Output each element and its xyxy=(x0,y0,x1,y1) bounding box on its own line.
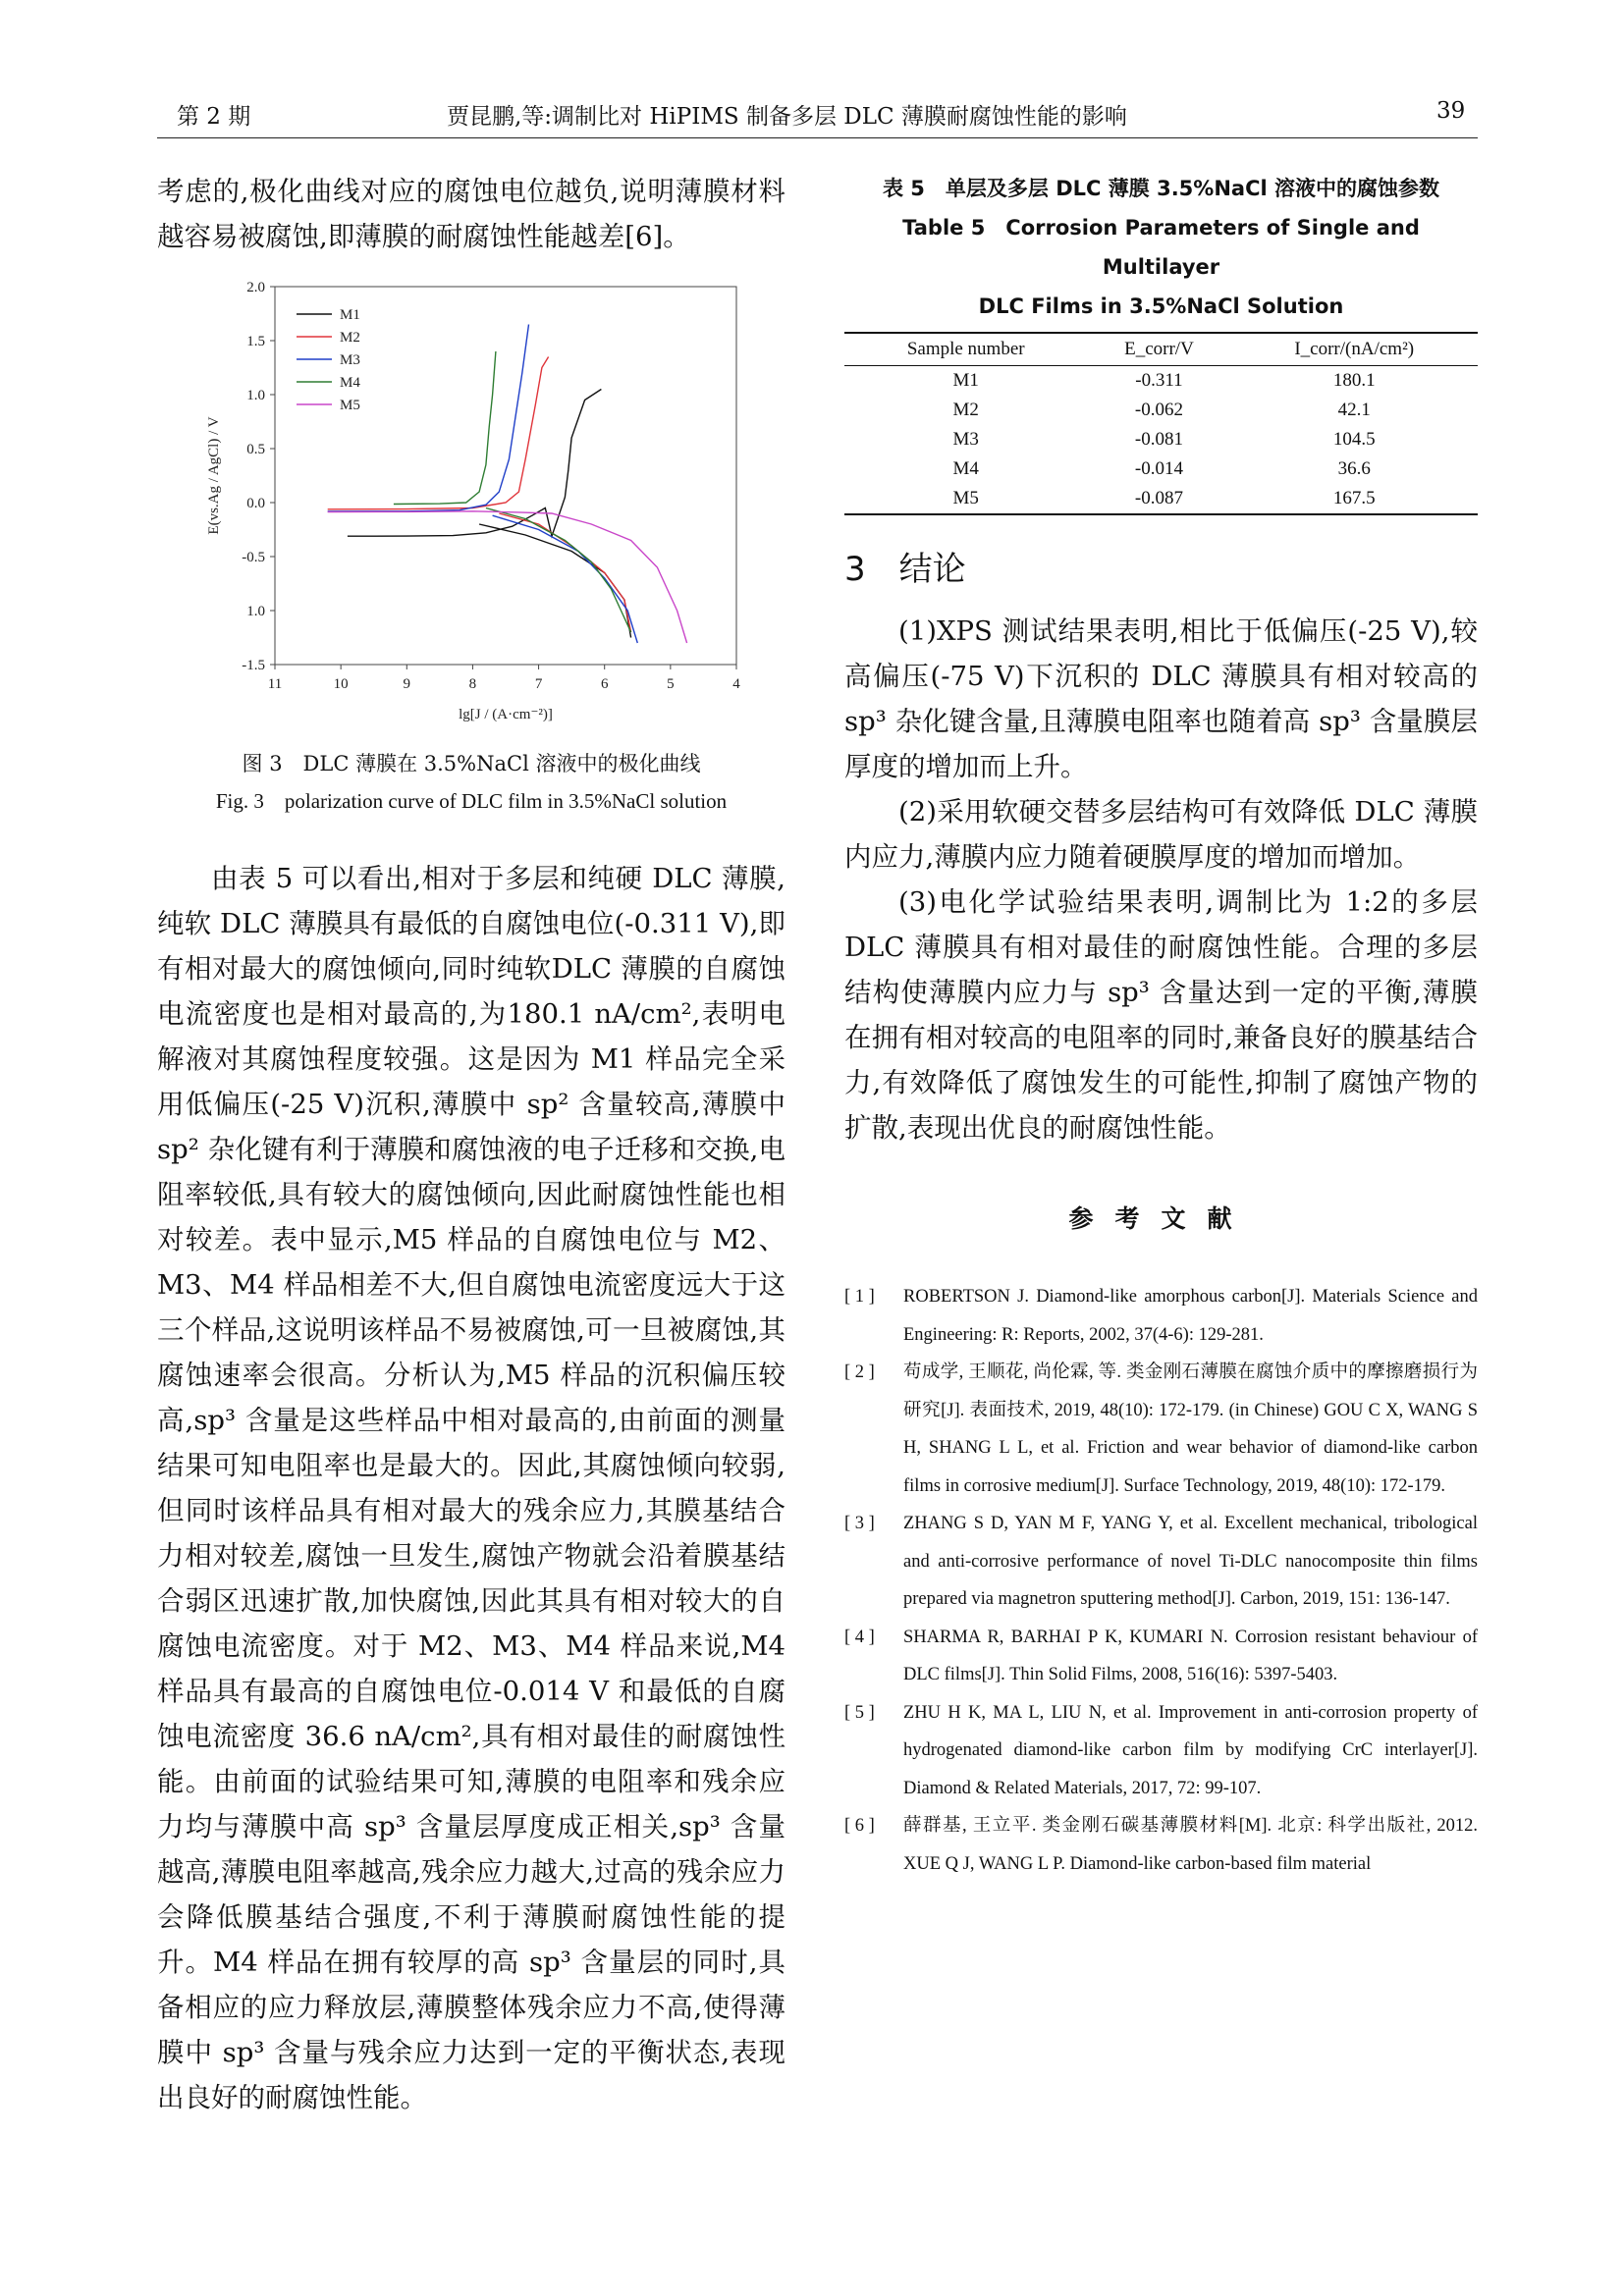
reference-number: [ 3 ] xyxy=(844,1514,875,1533)
table-row xyxy=(844,454,1478,484)
series-cathodic-m2 xyxy=(499,513,630,632)
table-cell: 104.5 xyxy=(1332,429,1376,450)
corrosion-table xyxy=(844,332,1478,515)
table-title-en-1: Table 5 Corrosion Parameters of Single and Multilayer xyxy=(902,216,1420,279)
reference-number: [ 4 ] xyxy=(844,1627,875,1647)
y-tick-label: 2.0 xyxy=(246,280,265,295)
reference-text: 苟成学, 王顺花, 尚伦霖, 等. 类金刚石薄膜在腐蚀介质中的摩擦磨损行为研究[J]. 表面技术, 2019, 48(10): 172-179. (in Chinese) GOU C X, WANG S H, SHANG L L, et al. Friction and wear behavior of diamond-like carbon films in corrosive medium[J]. Surface Technology, 2019, 48(10): 172-179. xyxy=(903,1362,1478,1496)
series-line-m4 xyxy=(394,351,496,505)
table-title-cn: 表 5 单层及多层 DLC 薄膜 3.5%NaCl 溶液中的腐蚀参数 xyxy=(883,177,1439,200)
x-tick-label: 9 xyxy=(403,676,411,692)
reference-item xyxy=(844,1694,1478,1808)
reference-item xyxy=(844,1619,1478,1694)
y-tick-label: 1.0 xyxy=(246,388,265,403)
table-row xyxy=(844,484,1478,514)
table-cell: 167.5 xyxy=(1230,484,1478,514)
figure-caption-en: Fig. 3 polarization curve of DLC film in 3.5%NaCl solution xyxy=(215,789,728,813)
y-tick-label: -0.5 xyxy=(242,550,265,565)
x-tick-label: 5 xyxy=(667,676,675,692)
reference-text: ZHANG S D, YAN M F, YANG Y, et al. Excellent mechanical, tribological and anti-corrosive performance of novel Ti-DLC nanocomposite thin films prepared via magnetron sputtering method[J]. Carbon, 2019, 151: 136-147. xyxy=(903,1514,1478,1609)
table-cell: M4 xyxy=(952,458,979,479)
header-rule xyxy=(157,137,1478,138)
reference-number: [ 6 ] xyxy=(844,1816,875,1836)
reference-text: ROBERTSON J. Diamond-like amorphous carbon[J]. Materials Science and Engineering: R: Reports, 2002, 37(4-6): 129-281. xyxy=(903,1287,1478,1345)
reference-number: [ 1 ] xyxy=(844,1287,875,1307)
series-cathodic-m1 xyxy=(479,524,630,638)
table-header: Sample number xyxy=(844,333,1087,366)
conclusion-point-3: (3)电化学试验结果表明,调制比为 1:2的多层DLC 薄膜具有相对最佳的耐腐蚀性能。合理的多层结构使薄膜内应力与 sp³ 含量达到一定的平衡,薄膜在拥有相对较高的电阻率的同时,兼备良好的膜基结合力,有效降低了腐蚀发生的可能性,抑制了腐蚀产物的扩散,表现出优良的耐腐蚀性能。 xyxy=(844,886,1478,1144)
table-block xyxy=(844,169,1478,515)
table-cell: M1 xyxy=(952,370,979,391)
table-header: I_corr/(nA/cm²) xyxy=(1230,333,1478,366)
x-tick-label: 10 xyxy=(333,676,349,692)
x-axis-label: lg[J / (A·cm⁻²)] xyxy=(459,707,553,722)
conclusion-point-1: (1)XPS 测试结果表明,相比于低偏压(-25 V),较高偏压(-75 V)下沉积的 DLC 薄膜具有相对较高的 sp³ 杂化键含量,且薄膜电阻率也随着高 sp³ 含量膜层厚度的增加而上升。 xyxy=(844,615,1478,782)
series-line-m1 xyxy=(348,390,602,537)
table-header: E_corr/V xyxy=(1087,333,1230,366)
series-line-m2 xyxy=(328,357,549,509)
reference-number: [ 2 ] xyxy=(844,1362,875,1382)
y-tick-label: 1.5 xyxy=(246,334,265,349)
y-tick-label: 0.5 xyxy=(246,442,265,457)
table-cell: -0.087 xyxy=(1087,484,1230,514)
table-cell: 180.1 xyxy=(1332,370,1376,391)
table-cell: 42.1 xyxy=(1337,400,1371,420)
x-tick-label: 7 xyxy=(534,676,543,692)
table-cell: M5 xyxy=(844,484,1087,514)
legend-label: M2 xyxy=(340,330,360,346)
references-heading: 参考文献 xyxy=(1068,1204,1254,1233)
intro-text: 考虑的,极化曲线对应的腐蚀电位越负,说明薄膜材料越容易被腐蚀,即薄膜的耐腐蚀性能越差[6]。 xyxy=(157,176,785,252)
table-row xyxy=(844,396,1478,425)
conclusion-body xyxy=(844,609,1478,1150)
x-tick-label: 4 xyxy=(732,676,740,692)
reference-text: ZHU H K, MA L, LIU N, et al. Improvement in anti-corrosion property of hydrogenated diamond-like carbon film by modifying CrC interlayer[J]. Diamond & Related Materials, 2017, 72: 99-107. xyxy=(903,1702,1478,1798)
running-title: 贾昆鹏,等:调制比对 HiPIMS 制备多层 DLC 薄膜耐腐蚀性能的影响 xyxy=(447,104,1127,130)
table-row xyxy=(844,366,1478,397)
page-number: 39 xyxy=(1436,98,1466,124)
intro-paragraph xyxy=(157,169,785,259)
table-cell: -0.014 xyxy=(1134,458,1183,479)
table-cell: -0.081 xyxy=(1134,429,1183,450)
legend-label: M4 xyxy=(340,375,360,391)
y-axis-label: E(vs.Ag / AgCl) / V xyxy=(206,416,222,535)
table-cell: M2 xyxy=(952,400,979,420)
x-tick-label: 11 xyxy=(267,676,283,692)
y-tick-label: -1.5 xyxy=(242,658,265,673)
table-cell: -0.311 xyxy=(1135,370,1183,391)
section-heading: 3 结论 xyxy=(844,550,966,589)
series-cathodic-m4 xyxy=(486,508,631,633)
legend-label: M5 xyxy=(340,398,360,413)
discussion-paragraph xyxy=(157,856,785,2120)
figure-caption-cn: 图 3 DLC 薄膜在 3.5%NaCl 溶液中的极化曲线 xyxy=(242,752,701,775)
legend-label: M3 xyxy=(340,352,360,368)
y-tick-label: 1.0 xyxy=(246,604,265,619)
table-header-row xyxy=(844,333,1478,366)
table-cell: 36.6 xyxy=(1337,458,1371,479)
reference-text: SHARMA R, BARHAI P K, KUMARI N. Corrosion resistant behaviour of DLC films[J]. Thin Solid Films, 2008, 516(16): 5397-5403. xyxy=(903,1627,1478,1684)
polarization-chart xyxy=(196,275,766,736)
table-cell: -0.062 xyxy=(1134,400,1183,420)
reference-text: 薛群基, 王立平. 类金刚石碳基薄膜材料[M]. 北京: 科学出版社, 2012. XUE Q J, WANG L P. Diamond-like carbon-based film material xyxy=(903,1816,1478,1874)
y-tick-label: 0.0 xyxy=(246,496,265,511)
x-tick-label: 6 xyxy=(600,676,609,692)
reference-item xyxy=(844,1354,1478,1505)
polarization-figure xyxy=(196,275,766,736)
reference-item xyxy=(844,1807,1478,1883)
conclusion-point-2: (2)采用软硬交替多层结构可有效降低 DLC 薄膜内应力,薄膜内应力随着硬膜厚度的增加而增加。 xyxy=(844,796,1478,873)
discussion-text: 由表 5 可以看出,相对于多层和纯硬 DLC 薄膜,纯软 DLC 薄膜具有最低的自腐蚀电位(-0.311 V),即有相对最大的腐蚀倾向,同时纯软DLC 薄膜的自腐蚀电流密度也是相对最高的,为180.1 nA/cm²,表明电解液对其腐蚀程度较强。这是因为 M1 样品完全采用低偏压(-25 V)沉积,薄膜中 sp² 含量较高,薄膜中 sp² 杂化键有利于薄膜和腐蚀液的电子迁移和交换,电阻率较低,具有较大的腐蚀倾向,因此耐腐蚀性能也相对较差。表中显示,M5 样品的自腐蚀电位与 M2、M3、M4 样品相差不大,但自腐蚀电流密度远大于这三个样品,这说明该样品不易被腐蚀,可一旦被腐蚀,其腐蚀速率会很高。分析认为,M5 样品的沉积偏压较高,sp³ 含量是这些样品中相对最高的,由前面的测量结果可知电阻率也是最大的。因此,其腐蚀倾向较弱,但同时该样品具有相对最大的残余应力,其膜基结合力相对较差,腐蚀一旦发生,腐蚀产物就会沿着膜基结合弱区迅速扩散,加快腐蚀,因此其具有相对较大的自腐蚀电流密度。对于 M2、M3、M4 样品来说,M4 样品具有最高的自腐蚀电位-0.014 V 和最低的自腐蚀电流密度 36.6 nA/cm²,具有相对最佳的耐腐蚀性能。由前面的试验结果可知,薄膜的电阻率和残余应力均与薄膜中高 sp³ 含量层厚度成正相关,sp³ 含量越高,薄膜电阻率越高,残余应力越大,过高的残余应力会降低膜基结合强度,不利于薄膜耐腐蚀性能的提升。M4 样品在拥有较厚的高 sp³ 含量层的同时,具备相应的应力释放层,薄膜整体残余应力不高,使得薄膜中 sp³ 含量与残余应力达到一定的平衡状态,表现出良好的耐腐蚀性能。 xyxy=(157,863,786,2113)
table-cell: M3 xyxy=(952,429,979,450)
legend-label: M1 xyxy=(340,307,360,323)
table-row xyxy=(844,425,1478,454)
references-list xyxy=(844,1278,1478,1883)
reference-number: [ 5 ] xyxy=(844,1702,875,1723)
reference-item xyxy=(844,1505,1478,1619)
table-title-en-2: DLC Films in 3.5%NaCl Solution xyxy=(978,294,1344,318)
journal-issue: 第 2 期 xyxy=(177,104,251,130)
x-tick-label: 8 xyxy=(468,676,477,692)
reference-item xyxy=(844,1278,1478,1354)
